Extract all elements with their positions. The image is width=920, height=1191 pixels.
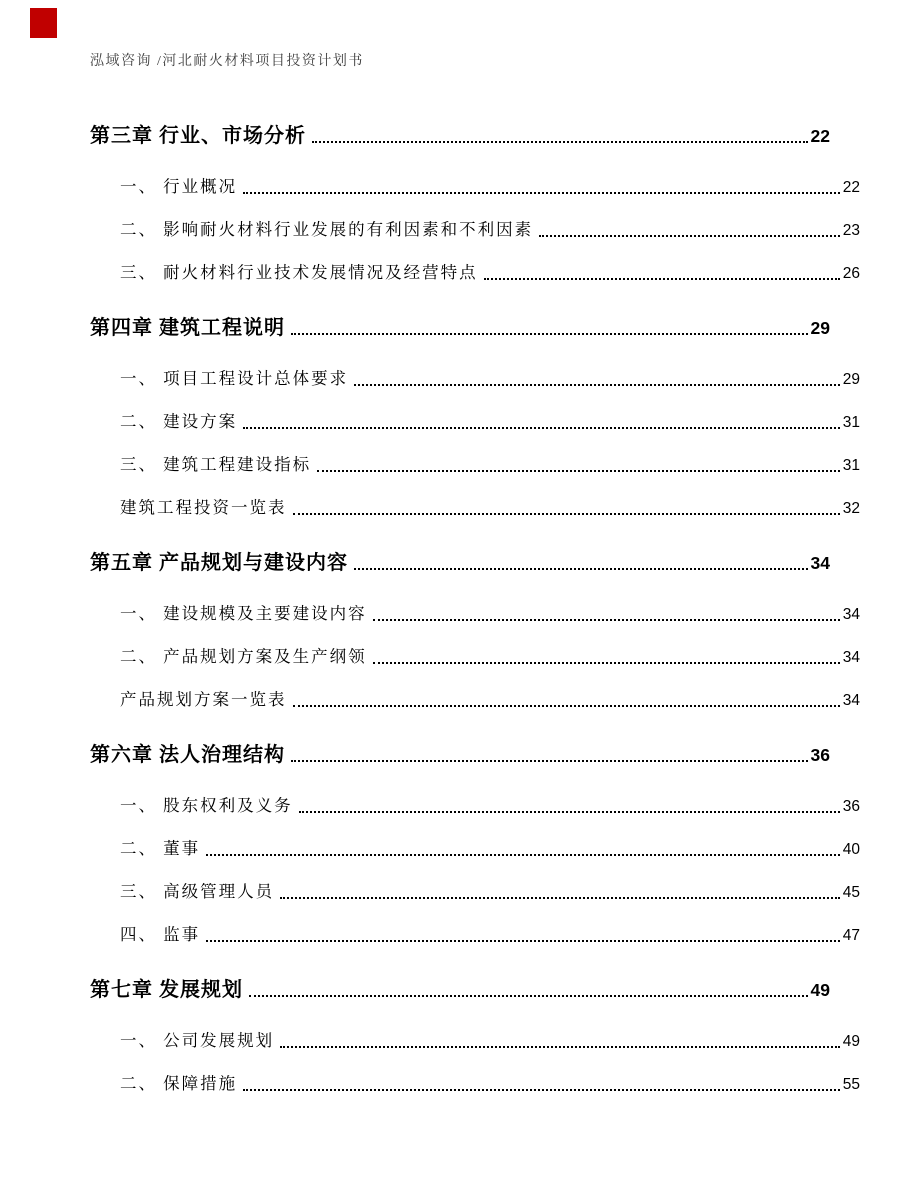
dot-leader <box>206 854 840 856</box>
toc-chapter-row[interactable] <box>90 742 830 768</box>
item-label: 三、 耐火材料行业技术发展情况及经营特点 <box>120 263 478 282</box>
brand-logo-mark <box>30 8 57 38</box>
toc-item-row[interactable] <box>90 367 860 391</box>
item-page-number: 34 <box>842 692 860 709</box>
dot-leader <box>249 995 808 997</box>
item-label: 三、 高级管理人员 <box>120 882 275 901</box>
dot-leader <box>243 427 840 429</box>
item-label: 产品规划方案一览表 <box>120 690 287 709</box>
item-label: 三、 建筑工程建设指标 <box>120 455 312 474</box>
toc-chapter <box>90 977 860 1096</box>
item-label: 二、 产品规划方案及生产纲领 <box>120 647 367 666</box>
dot-leader <box>299 811 840 813</box>
chapter-title: 第六章 法人治理结构 <box>90 744 285 766</box>
dot-leader <box>291 333 808 335</box>
toc-item-row[interactable] <box>90 880 860 904</box>
dot-leader <box>206 940 840 942</box>
item-label: 一、 公司发展规划 <box>120 1031 275 1050</box>
toc-chapter <box>90 315 860 520</box>
toc-item-row[interactable] <box>90 1072 860 1096</box>
document-header: 泓域咨询 /河北耐火材料项目投资计划书 <box>90 54 364 69</box>
chapter-title: 第四章 建筑工程说明 <box>90 317 285 339</box>
item-page-number: 29 <box>842 371 860 388</box>
chapter-title: 第三章 行业、市场分析 <box>90 125 306 147</box>
chapter-page-number: 22 <box>810 126 830 146</box>
toc-chapter <box>90 123 860 285</box>
chapter-title: 第七章 发展规划 <box>90 979 243 1001</box>
toc-item-row[interactable] <box>90 794 860 818</box>
item-page-number: 22 <box>842 179 860 196</box>
item-label: 二、 影响耐火材料行业发展的有利因素和不利因素 <box>120 220 534 239</box>
toc-chapter-row[interactable] <box>90 550 830 576</box>
toc-item-row[interactable] <box>90 923 860 947</box>
toc-item-row[interactable] <box>90 1029 860 1053</box>
chapter-title: 第五章 产品规划与建设内容 <box>90 552 348 574</box>
dot-leader <box>291 760 808 762</box>
item-page-number: 26 <box>842 265 860 282</box>
toc-item-row[interactable] <box>90 261 860 285</box>
toc-item-row[interactable] <box>90 837 860 861</box>
toc-item-row[interactable] <box>90 453 860 477</box>
toc-item-row[interactable] <box>90 645 860 669</box>
item-page-number: 45 <box>842 884 860 901</box>
dot-leader <box>293 513 840 515</box>
dot-leader <box>312 141 808 143</box>
item-page-number: 47 <box>842 927 860 944</box>
item-label: 建筑工程投资一览表 <box>120 498 287 517</box>
toc-item-row[interactable] <box>90 602 860 626</box>
toc-item-row[interactable] <box>90 410 860 434</box>
chapter-page-number: 36 <box>810 745 830 765</box>
item-label: 一、 建设规模及主要建设内容 <box>120 604 367 623</box>
item-label: 二、 保障措施 <box>120 1074 238 1093</box>
dot-leader <box>280 897 840 899</box>
item-label: 二、 董事 <box>120 839 201 858</box>
toc-item-row[interactable] <box>90 175 860 199</box>
item-label: 一、 股东权利及义务 <box>120 796 293 815</box>
item-page-number: 31 <box>842 414 860 431</box>
item-page-number: 32 <box>842 500 860 517</box>
toc-item-row[interactable] <box>90 496 860 520</box>
chapter-page-number: 34 <box>810 553 830 573</box>
dot-leader <box>373 619 840 621</box>
item-label: 四、 监事 <box>120 925 201 944</box>
dot-leader <box>280 1046 840 1048</box>
dot-leader <box>317 470 840 472</box>
dot-leader <box>373 662 840 664</box>
toc-item-row[interactable] <box>90 218 860 242</box>
toc-chapter <box>90 550 860 712</box>
toc-chapter <box>90 742 860 947</box>
toc-chapter-row[interactable] <box>90 977 830 1003</box>
item-page-number: 55 <box>842 1076 860 1093</box>
table-of-contents <box>90 100 860 1096</box>
item-page-number: 49 <box>842 1033 860 1050</box>
toc-chapter-row[interactable] <box>90 315 830 341</box>
toc-chapter-row[interactable] <box>90 123 830 149</box>
dot-leader <box>293 705 840 707</box>
dot-leader <box>539 235 840 237</box>
dot-leader <box>243 192 840 194</box>
item-page-number: 23 <box>842 222 860 239</box>
chapter-page-number: 49 <box>810 980 830 1000</box>
dot-leader <box>354 384 840 386</box>
item-label: 一、 行业概况 <box>120 177 238 196</box>
item-label: 二、 建设方案 <box>120 412 238 431</box>
dot-leader <box>354 568 808 570</box>
dot-leader <box>243 1089 840 1091</box>
item-page-number: 31 <box>842 457 860 474</box>
item-page-number: 36 <box>842 798 860 815</box>
chapter-page-number: 29 <box>810 318 830 338</box>
item-page-number: 40 <box>842 841 860 858</box>
item-page-number: 34 <box>842 649 860 666</box>
item-page-number: 34 <box>842 606 860 623</box>
toc-item-row[interactable] <box>90 688 860 712</box>
item-label: 一、 项目工程设计总体要求 <box>120 369 349 388</box>
dot-leader <box>484 278 840 280</box>
